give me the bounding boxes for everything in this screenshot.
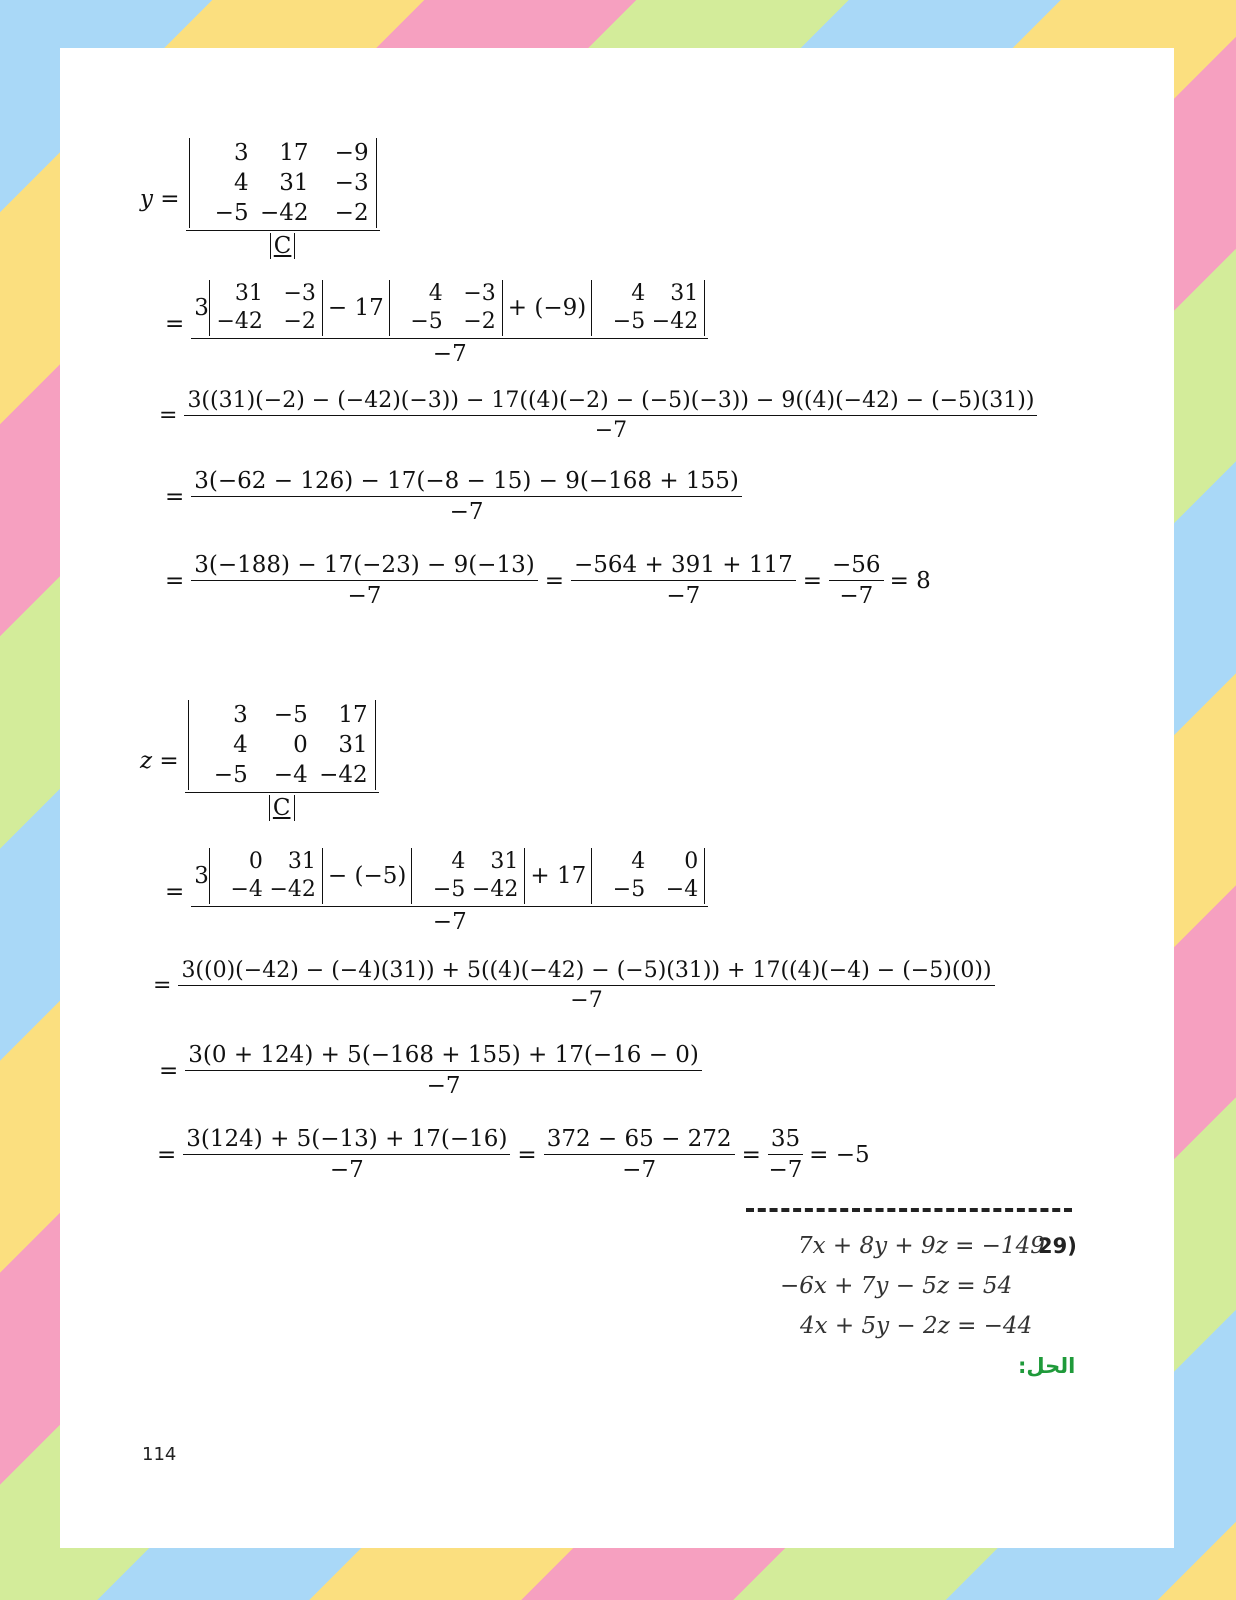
equals-sign: = [157,1141,177,1168]
denominator: −7 [449,499,484,525]
equals-sign: = [517,1141,537,1168]
det-cell: −42 [471,877,519,902]
det-cell: 31 [338,732,368,758]
numerator: 3((0)(−42) − (−4)(31)) + 5((4)(−42) − (−5)(31)) + 17((4)(−4) − (−5)(0)) [181,958,992,983]
cramer-fraction [186,138,380,259]
z-result: = −5 [809,1141,870,1168]
numerator: 372 − 65 − 272 [546,1126,732,1152]
denominator: −7 [329,1157,364,1183]
equals-sign: = [165,567,185,594]
det-cell: −42 [319,762,368,788]
step-fraction [184,388,1037,443]
z-result-step [150,1126,870,1183]
equals-sign: = [741,1141,761,1168]
denominator: −7 [622,1157,657,1183]
det-cell: −5 [273,702,308,728]
cofactor-coefficient: 3 [194,295,209,321]
equals-sign: = [544,567,564,594]
det-cell: 4 [233,170,249,196]
step-fraction [191,552,537,609]
det-cell: 4 [451,849,466,874]
minor-determinant [591,280,705,336]
det-cell: 4 [428,281,443,306]
equals-sign: = [165,878,185,905]
y-numerator-determinant [189,138,377,228]
step-fraction [183,1126,510,1183]
det-cell: −42 [216,309,263,334]
denominator: −7 [432,909,467,935]
y-variable-label: y = [140,185,180,212]
problem-number: 29) [1038,1234,1077,1258]
page-number: 114 [142,1444,177,1465]
denominator: −7 [768,1157,803,1183]
cofactor-coefficient: 3 [194,863,209,889]
numerator: −564 + 391 + 117 [573,552,793,578]
z-simplify-step [152,1042,702,1099]
equation-line: 4x + 5y − 2z = −44 [800,1313,1033,1339]
coefficient-determinant: C [270,233,296,259]
det-cell: 31 [234,281,263,306]
z-determinant-formula [140,700,379,821]
det-cell: 17 [338,702,368,728]
y-simplify-step [158,468,742,525]
det-cell: −5 [410,309,443,334]
minor-determinant [209,280,323,336]
equation-line: −6x + 7y − 5z = 54 [780,1273,1013,1299]
y-cofactor-products-step [152,388,1037,443]
det-cell: −3 [283,281,316,306]
equals-sign: = [159,403,178,428]
y-result-step [158,552,931,609]
page [60,48,1174,1548]
numerator: −56 [832,552,881,578]
denominator: −7 [594,418,628,443]
equals-sign: = [802,567,823,594]
det-cell: −2 [283,309,316,334]
cramer-fraction [185,700,379,821]
det-cell: −5 [612,877,646,902]
det-cell: −3 [463,281,496,306]
det-cell: 31 [490,849,519,874]
det-cell: −2 [334,200,369,226]
numerator: 3((31)(−2) − (−42)(−3)) − 17((4)(−2) − (−5)(−3)) − 9((4)(−42) − (−5)(31)) [187,388,1035,413]
cofactor-operator: + (−9) [507,295,587,321]
minor-determinant [591,848,705,904]
det-cell: 31 [287,849,316,874]
step-fraction [544,1126,735,1183]
coefficient-determinant: C [269,795,295,821]
equals-sign: = [153,973,172,998]
y-expansion-step [158,280,708,367]
equation-line: 7x + 8y + 9z = −149 [798,1233,1045,1259]
det-cell: 0 [293,732,308,758]
det-cell: 3 [233,702,248,728]
step-fraction [178,958,994,1013]
det-cell: −9 [334,140,369,166]
det-cell: 17 [279,140,309,166]
step-fraction [829,552,884,609]
step-fraction [571,552,796,609]
y-determinant-formula [140,138,380,259]
det-cell: −42 [269,877,316,902]
denominator: −7 [666,583,701,609]
denominator: −7 [432,341,467,367]
det-cell: 4 [631,281,646,306]
expansion-fraction [191,280,708,367]
det-cell: 0 [248,849,263,874]
solution-label: الحل: [1018,1354,1076,1378]
numerator: 35 [770,1126,801,1152]
det-cell: −4 [665,877,699,902]
equals-sign: = [165,483,185,510]
det-cell: 4 [233,732,248,758]
denominator: −7 [570,988,603,1013]
denominator: −7 [347,583,382,609]
det-cell: 31 [670,281,699,306]
equals-sign: = [165,310,185,337]
section-divider [746,1208,1072,1212]
denominator: −7 [839,583,874,609]
numerator: 3(124) + 5(−13) + 17(−16) [186,1126,508,1152]
minor-determinant [209,848,323,904]
equals-sign: = [159,1057,179,1084]
det-cell: 31 [279,170,309,196]
det-cell: −5 [612,309,646,334]
det-cell: −2 [463,309,496,334]
step-fraction [185,1042,702,1099]
det-cell: −5 [214,200,249,226]
det-cell: −4 [273,762,308,788]
numerator: 3(−188) − 17(−23) − 9(−13) [194,552,535,578]
minor-determinant [411,848,525,904]
z-cofactor-products-step [146,958,995,1013]
det-cell: 3 [233,140,249,166]
y-result: = 8 [889,567,931,594]
z-expansion-step [158,848,708,935]
numerator: 3(−62 − 126) − 17(−8 − 15) − 9(−168 + 155) [194,468,739,494]
det-cell: −5 [213,762,248,788]
z-variable-label: z = [140,747,179,774]
det-cell: −4 [230,877,263,902]
step-fraction [191,468,742,525]
z-numerator-determinant [188,700,376,790]
det-cell: −42 [260,200,309,226]
numerator: 3(0 + 124) + 5(−168 + 155) + 17(−16 − 0) [188,1042,699,1068]
step-fraction [768,1126,803,1183]
det-cell: −5 [432,877,466,902]
minor-determinant [389,280,503,336]
cofactor-operator: − (−5) [327,863,407,889]
det-cell: −3 [334,170,369,196]
det-cell: −42 [651,309,699,334]
cofactor-operator: + 17 [530,863,587,889]
det-cell: 0 [684,849,699,874]
cofactor-operator: − 17 [327,295,384,321]
denominator: −7 [426,1073,461,1099]
expansion-fraction [191,848,708,935]
det-cell: 4 [631,849,646,874]
